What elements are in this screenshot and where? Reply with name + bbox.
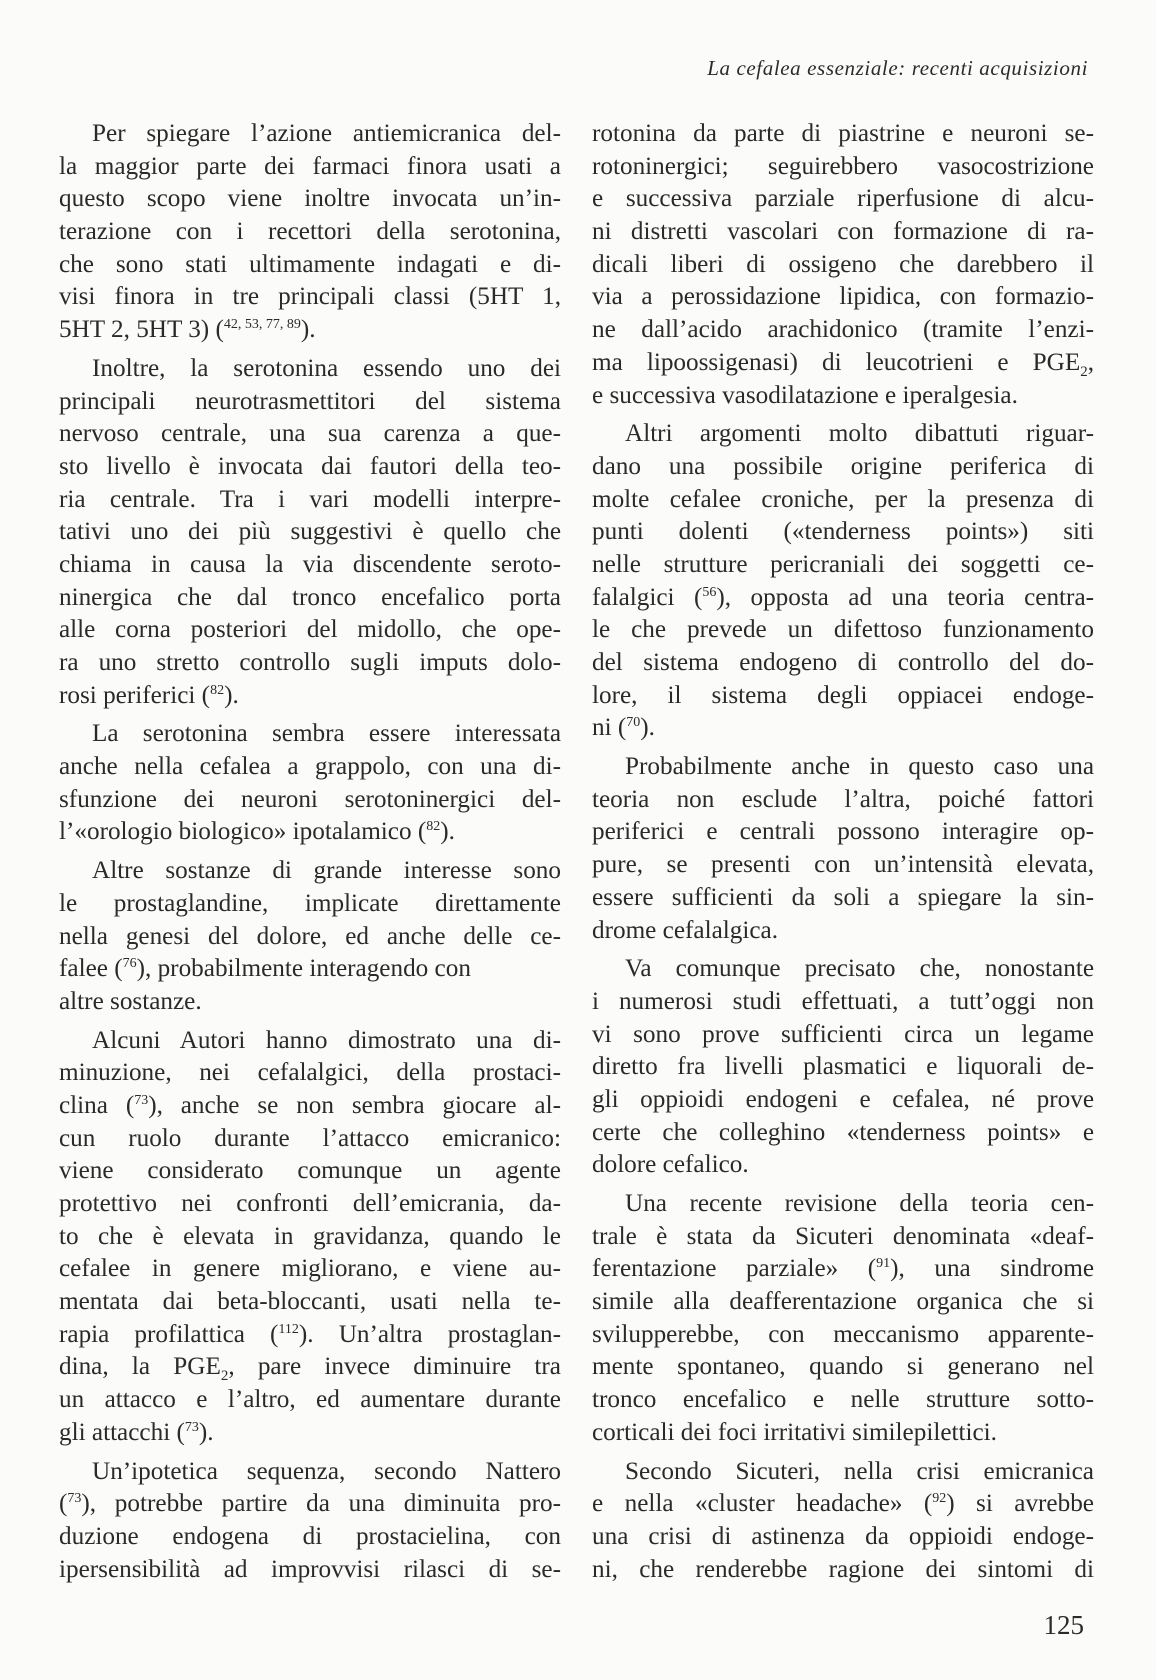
text-line: e successiva vasodilatazione e iperalgesia.	[592, 381, 1018, 409]
text-line: la maggior parte dei farmaci finora usati a	[59, 152, 561, 180]
text-line: Per spiegare l’azione antiemicranica del-	[92, 120, 561, 147]
text-line: Secondo Sicuteri, nella crisi emicranica	[625, 1457, 1094, 1485]
citation: 73	[134, 1092, 149, 1108]
text-line: mente spontaneo, quando si generano nel	[592, 1353, 1094, 1381]
citation: 56	[702, 584, 717, 600]
text-line: ferentazione parziale» ($^{91}$), una sindrome	[592, 1255, 1094, 1283]
text-line: ($^{73}$), potrebbe partire da una diminuita pro-	[59, 1490, 561, 1518]
text-line: ma lipoossigenasi) di leucotrieni e $PGE_2$,	[592, 348, 1094, 380]
text-line: Inoltre, la serotonina essendo uno dei	[92, 354, 561, 382]
text-line: Alcuni Autori hanno dimostrato una di-	[92, 1026, 561, 1054]
text-line: rosi periferici ($^{82}$).	[59, 681, 239, 709]
text-line: dicali liberi di ossigeno che darebbero il	[592, 250, 1094, 278]
running-title: La cefalea essenziale: recenti acquisizioni	[707, 56, 1088, 80]
text-line: chiama in causa la via discendente seroto-	[59, 550, 561, 578]
text-line: punti dolenti («tenderness points») siti	[592, 518, 1094, 546]
text-line: to che è elevata in gravidanza, quando le	[59, 1222, 561, 1250]
text-line: clina ($^{73}$), anche se non sembra giocare al-	[59, 1091, 561, 1119]
citation: 82	[210, 682, 225, 698]
text-line: mentata dai beta-bloccanti, usati nella te-	[59, 1288, 561, 1316]
text-line: anche nella cefalea a grappolo, con una di-	[59, 753, 561, 781]
text-line: Un’ipotetica sequenza, secondo Nattero	[92, 1457, 561, 1485]
text-line: le prostaglandine, implicate direttamente	[59, 889, 561, 917]
text-line: dano una possibile origine periferica di	[592, 452, 1094, 480]
text-line: questo scopo viene inoltre invocata un’in-	[59, 185, 561, 213]
text-line: Altre sostanze di grande interesse sono	[92, 857, 561, 885]
paragraph	[59, 353, 561, 713]
text-line: via a perossidazione lipidica, con formazio-	[592, 283, 1094, 311]
paragraph	[592, 953, 1094, 1182]
text-line: trale è stata da Sicuteri denominata «deaf-	[592, 1222, 1094, 1250]
text-line: molte cefalee croniche, per la presenza di	[592, 485, 1094, 513]
text-line: svilupperebbe, con meccanismo apparente-	[592, 1320, 1094, 1348]
citation: 42, 53, 77, 89	[223, 317, 301, 333]
text-line: ni distretti vascolari con formazione di ra-	[592, 218, 1094, 246]
text-line: ni, che renderebbe ragione dei sintomi di	[592, 1555, 1094, 1583]
text-line: pure, se presenti con un’intensità elevata,	[592, 851, 1094, 879]
text-line: ne dall’acido arachidonico (tramite l’enzi-	[592, 316, 1094, 344]
text-line: teoria non esclude l’altra, poiché fattori	[592, 785, 1094, 813]
citation: 82	[426, 819, 441, 835]
text-line: ni ($^{70}$).	[592, 714, 655, 742]
text-line: certe che colleghino «tenderness points» e	[592, 1118, 1094, 1146]
text-line: drome cefalalgica.	[592, 916, 778, 944]
text-line: simile alla deafferentazione organica che si	[592, 1288, 1094, 1316]
citation: 76	[122, 956, 137, 972]
text-line: falalgici ($^{56}$), opposta ad una teoria centra-	[592, 583, 1095, 611]
text-line: del sistema endogeno di controllo del do-	[592, 649, 1094, 676]
citation: 70	[626, 715, 641, 731]
text-line: rotonina da parte di piastrine e neuroni se-	[592, 120, 1094, 147]
text-line: terazione con i recettori della serotonina,	[59, 218, 561, 246]
citation: 73	[67, 1491, 82, 1507]
text-line: sfunzione dei neuroni serotoninergici del-	[59, 785, 561, 813]
page-number: 125	[1043, 1610, 1084, 1640]
text-line: essere sufficienti da soli a spiegare la sin-	[592, 883, 1094, 911]
text-line: 5HT 2, 5HT 3) ($^{42, 53, 77, 89}$).	[59, 316, 316, 344]
text-line: gli attacchi ($^{73}$).	[59, 1418, 214, 1446]
paragraph	[59, 855, 561, 1018]
text-line: che sono stati ultimamente indagati e di-	[59, 250, 561, 278]
text-line: Probabilmente anche in questo caso una	[625, 753, 1094, 781]
subscript: 2	[220, 1368, 229, 1385]
text-line: vi sono prove sufficienti circa un legame	[592, 1020, 1094, 1048]
paragraph	[592, 1188, 1094, 1450]
text-line: Altri argomenti molto dibattuti riguar-	[625, 420, 1094, 448]
text-line: duzione endogena di prostacielina, con	[59, 1522, 561, 1550]
citation: 92	[932, 1491, 947, 1507]
paragraph	[59, 718, 561, 849]
text-line: diretto fra livelli plasmatici e liquorali de-	[592, 1053, 1094, 1081]
text-line: tronco encefalico e nelle strutture sotto-	[592, 1386, 1094, 1414]
text-line: dolore cefalico.	[592, 1151, 749, 1179]
text-line: ria centrale. Tra i vari modelli interpre-	[59, 485, 561, 513]
text-line: visi finora in tre principali classi (5HT 1,	[59, 283, 561, 311]
text-line: rotoninergici; seguirebbero vasocostrizione	[592, 152, 1094, 180]
text-line: altre sostanze.	[59, 987, 202, 1015]
citation: 91	[876, 1256, 891, 1272]
text-line: ipersensibilità ad improvvisi rilasci di se-	[59, 1555, 561, 1583]
text-line: ninergica che dal tronco encefalico porta	[59, 583, 561, 611]
text-line: una crisi di astinenza da oppioidi endoge-	[592, 1522, 1094, 1550]
text-line: periferici e centrali possono interagire op-	[592, 818, 1094, 846]
text-line: ra uno stretto controllo sugli imputs dolo-	[59, 649, 561, 676]
text-line: gli oppioidi endogeni e cefalea, né prove	[592, 1085, 1094, 1113]
text-line: nervoso centrale, una sua carenza a que-	[59, 420, 561, 448]
paragraph	[59, 1456, 561, 1587]
paragraph	[592, 751, 1094, 947]
text-line: rapia profilattica ($^{112}$). Un’altra prostaglan-	[59, 1320, 562, 1348]
text-line: Va comunque precisato che, nonostante	[625, 955, 1094, 983]
left-column	[59, 118, 561, 1592]
text-line: tativi uno dei più suggestivi è quello che	[59, 518, 561, 546]
paragraph	[592, 1456, 1094, 1587]
text-line: falee ($^{76}$), probabilmente interagendo con	[59, 955, 471, 983]
text-line: La serotonina sembra essere interessata	[92, 720, 561, 748]
paragraph	[592, 418, 1094, 745]
text-line: alle corna posteriori del midollo, che ope-	[59, 616, 561, 644]
text-line: e successiva parziale riperfusione di alcu-	[592, 185, 1094, 213]
right-column	[592, 118, 1094, 1592]
text-line: corticali dei foci irritativi similepilettici.	[592, 1418, 997, 1446]
text-line: un attacco e l’altro, ed aumentare durante	[59, 1386, 561, 1414]
text-line: nelle strutture pericraniali dei soggetti ce-	[592, 550, 1094, 578]
citation: 112	[278, 1321, 299, 1337]
text-line: i numerosi studi effettuati, a tutt’oggi non	[592, 987, 1094, 1015]
subscript: 2	[1080, 363, 1088, 380]
text-line: viene considerato comunque un agente	[59, 1157, 561, 1185]
text-line: protettivo nei confronti dell’emicrania, da-	[59, 1190, 561, 1217]
text-line: principali neurotrasmettitori del sistema	[59, 387, 561, 415]
text-line: cefalee in genere migliorano, e viene au-	[59, 1255, 561, 1283]
text-line: le che prevede un difettoso funzionamento	[592, 616, 1094, 644]
paragraph	[59, 1025, 561, 1450]
text-line: e nella «cluster headache» ($^{92}$) si avrebbe	[592, 1490, 1094, 1518]
text-line: nella genesi del dolore, ed anche delle ce-	[59, 922, 561, 950]
paragraph	[592, 118, 1094, 412]
text-line: dina, la $PGE_2$, pare invece diminuire tra	[59, 1353, 561, 1385]
text-line: Una recente revisione della teoria cen-	[625, 1190, 1094, 1217]
paragraph	[59, 118, 561, 347]
citation: 73	[184, 1419, 199, 1435]
text-line: cun ruolo durante l’attacco emicranico:	[59, 1124, 561, 1152]
text-line: l’«orologio biologico» ipotalamico ($^{82}$).	[59, 818, 455, 846]
text-line: lore, il sistema degli oppiacei endoge-	[592, 681, 1094, 709]
text-line: minuzione, nei cefalalgici, della prostaci-	[59, 1059, 561, 1087]
text-line: sto livello è invocata dai fautori della teo-	[59, 452, 561, 480]
